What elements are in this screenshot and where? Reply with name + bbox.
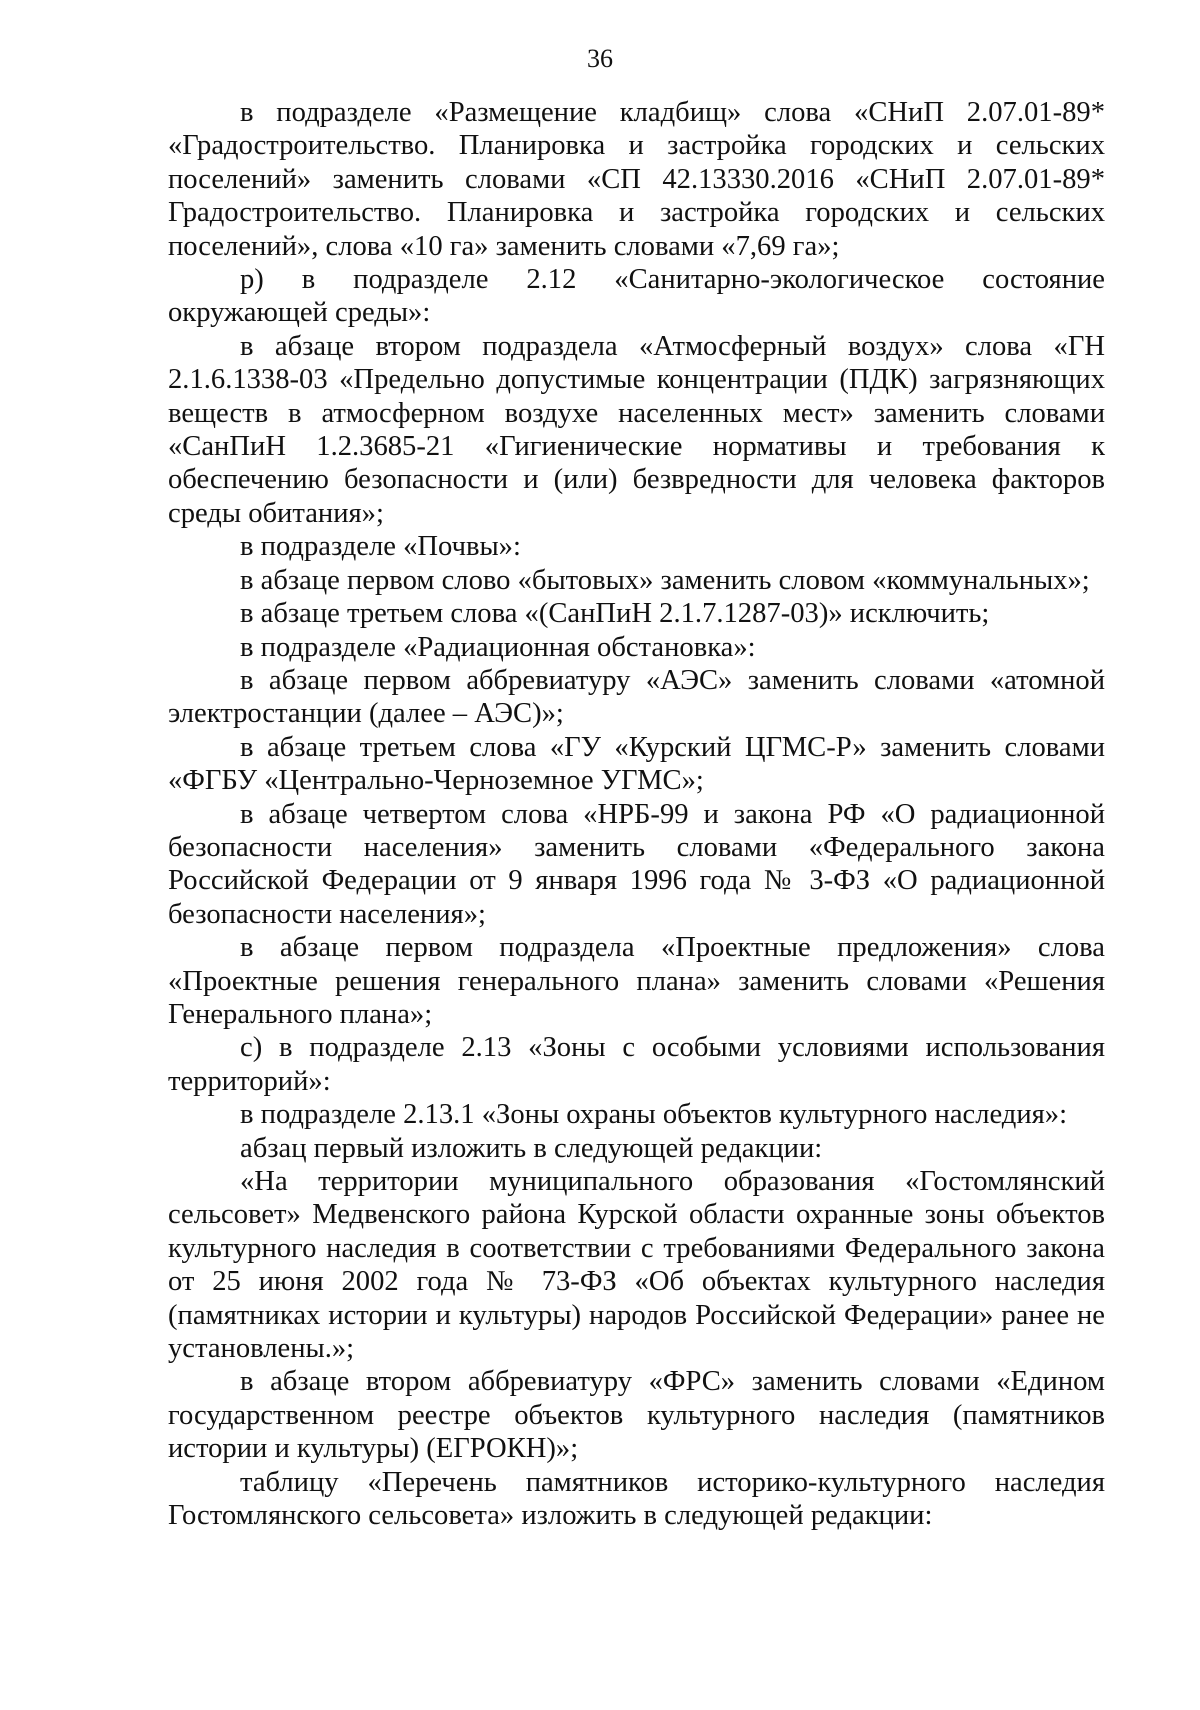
paragraph: в подразделе 2.13.1 «Зоны охраны объектов культурного наследия»: <box>240 1099 1068 1131</box>
paragraph: р) в подразделе 2.12 «Санитарно-экологическое состояние окружающей среды»: <box>168 264 1105 329</box>
paragraph: в абзаце первом слово «бытовых» заменить словом «коммунальных»; <box>240 564 1090 596</box>
paragraph: в абзаце втором подраздела «Атмосферный воздух» слова «ГН 2.1.6.1338-03 «Предельно допустимые концентрации (ПДК) загрязняющих веществ в атмосферном воздухе населенных мест» заменить словами «СанПиН 1.2.3685-21 «Гигиенические нормативы и требования к обеспечению безопасности и (или) безвредности для человека факторов среды обитания»; <box>168 330 1105 529</box>
paragraph: в абзаце четвертом слова «НРБ-99 и закона РФ «О радиационной безопасности населения» заменить словами «Федерального закона Российской Федерации от 9 января 1996 года № 3-ФЗ «О радиационной безопасности населения»; <box>168 798 1105 930</box>
paragraph: в абзаце втором аббревиатуру «ФРС» заменить словами «Едином государственном реестре объектов культурного наследия (памятников истории и культуры) (ЕГРОКН)»; <box>168 1366 1105 1465</box>
paragraph: в подразделе «Радиационная обстановка»: <box>240 631 756 663</box>
paragraph: с) в подразделе 2.13 «Зоны с особыми условиями использования территорий»: <box>168 1032 1105 1097</box>
paragraph: таблицу «Перечень памятников историко-культурного наследия Гостомлянского сельсовета» изложить в следующей редакции: <box>168 1466 1105 1532</box>
paragraph: в абзаце третьем слова «(СанПиН 2.1.7.1287-03)» исключить; <box>240 598 990 630</box>
paragraph: «На территории муниципального образования «Гостомлянский сельсовет» Медвенского района Курской области охранные зоны объектов культурного наследия в соответствии с требованиями Федерального закона от 25 июня 2002 года № 73-ФЗ «Об объектах культурного наследия (памятниках истории и культуры) народов Российской Федерации» ранее не установлены.»; <box>168 1166 1105 1365</box>
document-body <box>168 96 1105 1532</box>
paragraph: в абзаце третьем слова «ГУ «Курский ЦГМС-Р» заменить словами «ФГБУ «Центрально-Черноземное УГМС»; <box>168 731 1105 797</box>
paragraph: в подразделе «Почвы»: <box>240 531 521 563</box>
page-number: 36 <box>587 44 613 73</box>
paragraph: в абзаце первом подраздела «Проектные предложения» слова «Проектные решения генерального плана» заменить словами «Решения Генерального плана»; <box>168 932 1105 1030</box>
paragraph: в подразделе «Размещение кладбищ» слова «СНиП 2.07.01-89* «Градостроительство. Планировка и застройка городских и сельских поселений» заменить словами «СП 42.13330.2016 «СНиП 2.07.01-89* Градостроительство. Планировка и застройка городских и сельских поселений», слова «10 га» заменить словами «7,69 га»; <box>168 97 1105 262</box>
paragraph: в абзаце первом аббревиатуру «АЭС» заменить словами «атомной электростанции (далее – АЭС)»; <box>168 664 1105 730</box>
paragraph: абзац первый изложить в следующей редакции: <box>240 1132 823 1164</box>
